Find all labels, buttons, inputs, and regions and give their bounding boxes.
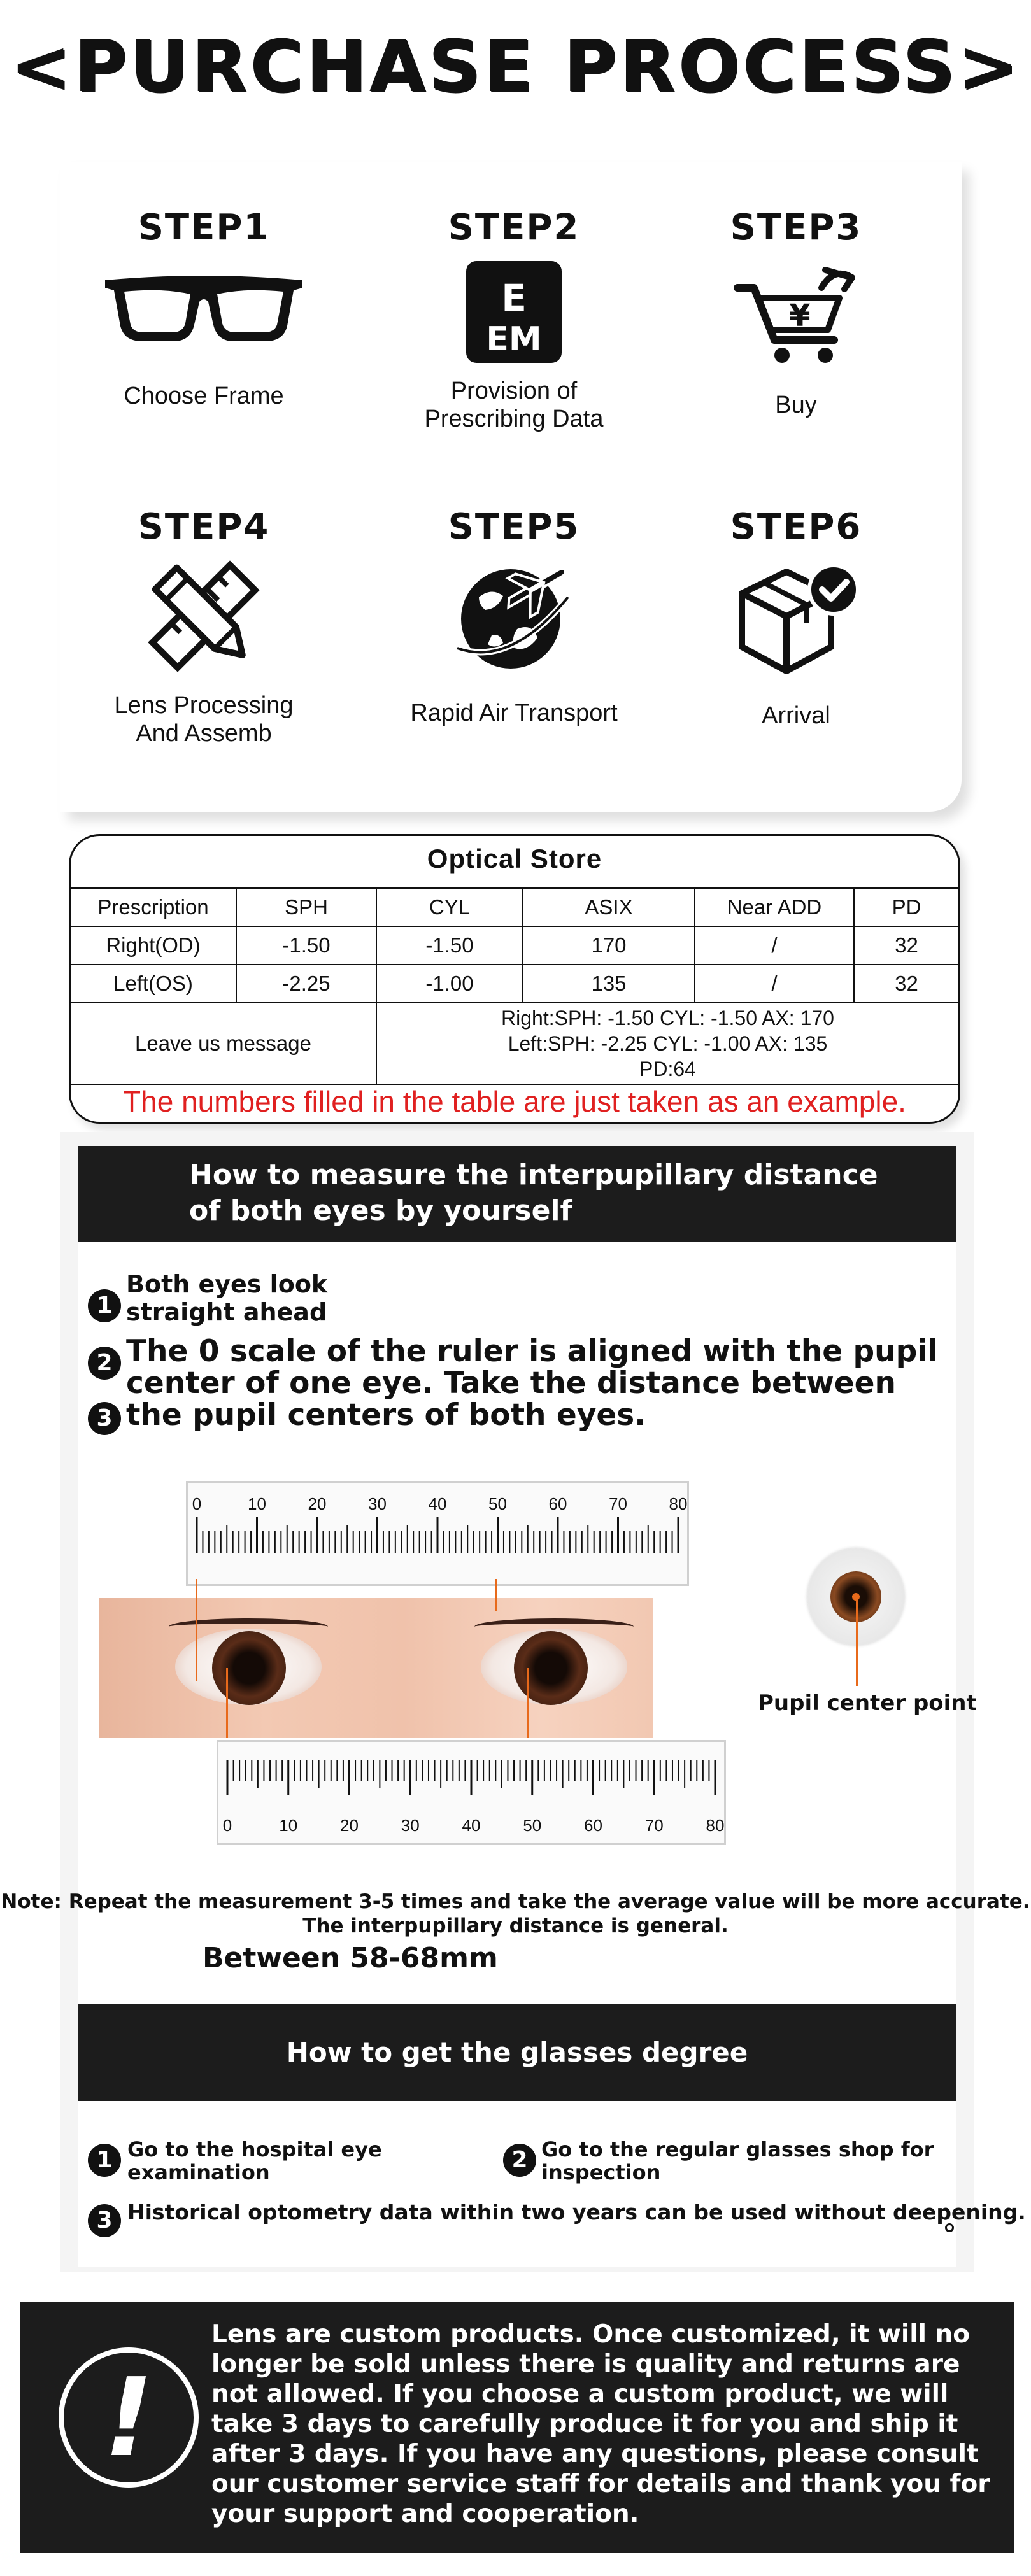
message-line-pd: PD:64 bbox=[639, 1057, 696, 1080]
eye-chart-top-letter: E bbox=[501, 276, 527, 320]
globe-airplane-icon bbox=[453, 559, 574, 674]
note-line-1: Note: Repeat the measurement 3-5 times and take the average value will be more accurate. bbox=[1, 1890, 1030, 1913]
cell-sph-left: -2.25 bbox=[236, 965, 376, 1003]
instruction-3-text: the pupil centers of both eyes. bbox=[126, 1398, 646, 1433]
header-near-add: Near ADD bbox=[695, 888, 854, 926]
table-row bbox=[71, 965, 958, 1003]
pupil-center-label: Pupil center point bbox=[758, 1690, 977, 1716]
message-label: Leave us message bbox=[71, 1003, 376, 1084]
step-1-label: Choose Frame bbox=[124, 383, 284, 409]
top-ruler-ticks bbox=[188, 1483, 691, 1588]
header-pd: PD bbox=[854, 888, 958, 926]
cell-asix-right: 170 bbox=[523, 926, 695, 965]
pd-range-text: Between 58-68mm bbox=[203, 1942, 498, 1974]
option-3-number: 3 bbox=[88, 2204, 121, 2237]
note-line-2: The interpupillary distance is general. bbox=[302, 1914, 729, 1937]
message-line-left: Left:SPH: -2.25 CYL: -1.00 AX: 135 bbox=[508, 1031, 828, 1055]
row-label-right: Right(OD) bbox=[71, 926, 236, 965]
message-line-right: Right:SPH: -1.50 CYL: -1.50 AX: 170 bbox=[501, 1006, 834, 1030]
top-ruler-guide-line bbox=[495, 1579, 497, 1611]
step-6-title: STEP6 bbox=[730, 506, 862, 548]
table-header-row bbox=[71, 888, 958, 926]
cell-near-add-right: / bbox=[695, 926, 854, 965]
ruler-number: 40 bbox=[462, 1816, 481, 1835]
ruler-number: 20 bbox=[308, 1494, 327, 1513]
shopping-cart-icon bbox=[732, 258, 860, 367]
header-cyl: CYL bbox=[376, 888, 523, 926]
warning-text: Lens are custom products. Once customized, it will no longer be sold unless there is quality and returns are not allowed. If you choose a custom product, we will take 3 days to carefully produce it for you and ship it after 3 days. If you have any questions, please consult our customer service staff for details and thank you for your support and cooperation. bbox=[211, 2320, 990, 2528]
instruction-3-number: 3 bbox=[88, 1402, 121, 1435]
step-5-label: Rapid Air Transport bbox=[410, 700, 618, 726]
page-title: <PURCHASE PROCESS> bbox=[10, 25, 1021, 108]
header-prescription: Prescription bbox=[71, 888, 236, 926]
step-2-title: STEP2 bbox=[448, 207, 580, 248]
row-label-left: Left(OS) bbox=[71, 965, 236, 1003]
ruler-number: 50 bbox=[523, 1816, 542, 1835]
glasses-degree-banner: How to get the glasses degree bbox=[78, 2004, 956, 2101]
left-eyelash bbox=[474, 1618, 634, 1635]
instruction-2-text: The 0 scale of the ruler is aligned with the pupil center of one eye. Take the distance between bbox=[126, 1334, 938, 1401]
instruction-2-number: 2 bbox=[88, 1347, 121, 1380]
ruler-number: 10 bbox=[279, 1816, 298, 1835]
header-asix: ASIX bbox=[523, 888, 695, 926]
optical-store-title: Optical Store bbox=[427, 844, 602, 874]
cell-pd-left: 32 bbox=[854, 965, 958, 1003]
instruction-1-number: 1 bbox=[88, 1289, 121, 1322]
ruler-number: 30 bbox=[401, 1816, 420, 1835]
top-ruler bbox=[186, 1481, 689, 1586]
measure-banner-line-2: of both eyes by yourself bbox=[189, 1194, 572, 1227]
measurement-note bbox=[0, 1890, 1031, 1938]
eye-chart-bottom-letters: EM bbox=[486, 320, 542, 358]
option-1-text: Go to the hospital eye examination bbox=[127, 2137, 382, 2184]
option-2-text: Go to the regular glasses shop for inspection bbox=[541, 2137, 934, 2184]
cell-near-add-left: / bbox=[695, 965, 854, 1003]
option-2-number: 2 bbox=[503, 2144, 536, 2177]
bottom-ruler bbox=[217, 1740, 726, 1845]
ruler-number: 0 bbox=[192, 1494, 202, 1513]
step-4 bbox=[64, 506, 344, 747]
step-6-label: Arrival bbox=[762, 702, 830, 729]
table-row bbox=[71, 926, 958, 965]
ruler-number: 10 bbox=[248, 1494, 266, 1513]
pupil-pointer-line bbox=[856, 1597, 858, 1686]
step-1-title: STEP1 bbox=[138, 207, 270, 248]
purchase-steps-card bbox=[60, 162, 962, 812]
ruler-number: 40 bbox=[428, 1494, 447, 1513]
bottom-ruler-guide-line-1 bbox=[226, 1668, 228, 1738]
ruler-pencil-tools-icon bbox=[146, 559, 261, 674]
cart-currency-symbol: ¥ bbox=[789, 298, 811, 334]
step-4-title: STEP4 bbox=[138, 506, 270, 548]
ruler-number: 20 bbox=[340, 1816, 359, 1835]
cell-cyl-right: -1.50 bbox=[376, 926, 523, 965]
cell-cyl-left: -1.00 bbox=[376, 965, 523, 1003]
exclamation-symbol: ! bbox=[104, 2355, 153, 2481]
bottom-ruler-ticks bbox=[218, 1742, 728, 1847]
step-3-title: STEP3 bbox=[730, 207, 862, 248]
ruler-number: 0 bbox=[222, 1816, 232, 1835]
message-row bbox=[71, 1003, 958, 1084]
message-content bbox=[376, 1003, 958, 1084]
right-iris bbox=[212, 1631, 286, 1705]
step-5 bbox=[374, 506, 654, 727]
package-check-icon bbox=[729, 556, 863, 677]
option-3-text: Historical optometry data within two years can be used without deepening. bbox=[127, 2200, 1026, 2225]
cell-sph-right: -1.50 bbox=[236, 926, 376, 965]
decorative-dot bbox=[945, 2223, 954, 2232]
bottom-ruler-guide-line-2 bbox=[527, 1668, 529, 1738]
measure-pd-banner bbox=[78, 1146, 956, 1242]
header-sph: SPH bbox=[236, 888, 376, 926]
right-eyelash bbox=[169, 1618, 328, 1635]
option-1-number: 1 bbox=[88, 2144, 121, 2177]
step-2-label: Provision of Prescribing Data bbox=[424, 378, 604, 432]
left-iris bbox=[514, 1631, 588, 1705]
step-3-label: Buy bbox=[775, 392, 817, 418]
eyes-photo bbox=[99, 1598, 653, 1738]
cell-asix-left: 135 bbox=[523, 965, 695, 1003]
cell-pd-right: 32 bbox=[854, 926, 958, 965]
ruler-number: 80 bbox=[706, 1816, 725, 1835]
step-1 bbox=[64, 207, 344, 410]
custom-product-warning bbox=[20, 2302, 1014, 2553]
step-3 bbox=[656, 207, 936, 419]
prescription-table bbox=[71, 887, 958, 1085]
glasses-icon bbox=[99, 262, 309, 351]
ruler-number: 70 bbox=[644, 1816, 664, 1835]
step-2 bbox=[374, 207, 654, 433]
right-pupil-guide-line bbox=[196, 1579, 197, 1681]
ruler-number: 60 bbox=[584, 1816, 602, 1835]
ruler-number: 60 bbox=[548, 1494, 567, 1513]
eye-chart-icon bbox=[466, 261, 562, 363]
ruler-number: 80 bbox=[669, 1494, 688, 1513]
step-6 bbox=[656, 506, 936, 730]
ruler-number: 50 bbox=[488, 1494, 507, 1513]
ruler-number: 70 bbox=[609, 1494, 627, 1513]
instruction-1-text: Both eyes look straight ahead bbox=[126, 1270, 328, 1326]
measure-banner-line-1: How to measure the interpupillary distance bbox=[189, 1159, 878, 1191]
ruler-number: 30 bbox=[368, 1494, 387, 1513]
exclamation-icon bbox=[59, 2347, 199, 2488]
step-4-label: Lens Processing And Assemb bbox=[114, 692, 294, 747]
optical-store-form bbox=[69, 834, 960, 1124]
step-5-title: STEP5 bbox=[448, 506, 580, 548]
example-disclaimer: The numbers filled in the table are just taken as an example. bbox=[123, 1085, 906, 1118]
